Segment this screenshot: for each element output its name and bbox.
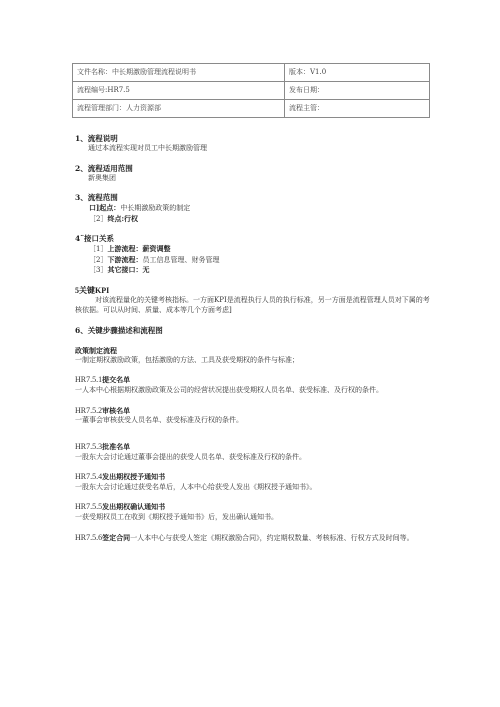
step-755-body: 一获受期权员工在收到《期权授予通知书》后，发出确认通知书。 — [75, 513, 278, 522]
step-policy — [75, 346, 435, 365]
section-2-body: 新奥集团 — [88, 173, 116, 182]
step-policy-title: 政策制定流程 — [75, 346, 117, 356]
process-owner-cell: 流程主管： — [285, 100, 430, 118]
step-754-body: 一股东大会讨论通过获受名单后，人本中心给获受人发出《期权授予通知书》。 — [75, 482, 317, 491]
section-2-title: 2、流程适用范围 — [75, 163, 133, 173]
document-header-table — [72, 63, 430, 118]
step-755-code: HR7.5.5 — [75, 502, 103, 512]
section-5-body: 对该流程量化的关键考核指标。一方面KPI是流程执行人员的执行标准，另一方面是流程管理人员对下属的考核依据。可以从时间、质量、成本等几个方面考虑] — [75, 296, 430, 315]
header-row-1 — [73, 64, 430, 82]
section-4-upstream — [75, 244, 435, 254]
step-752-body: 一董事会审核获受人员名单、获受标准及行权的条件。 — [75, 416, 243, 425]
start-value: 中长期激励政策的制定 — [120, 204, 191, 213]
downstream-value: 员工信息管理、财务管理 — [142, 255, 220, 264]
step-751-code: HR7.5.1 — [75, 374, 103, 384]
process-code-cell: 流程编号:HR7.5 — [73, 82, 285, 100]
step-754-title: 发出期权授予通知书 — [102, 472, 166, 482]
step-policy-body: 一制定期权激励政策，包括激励的方法、工具及获受期权的条件与标准； — [75, 355, 299, 364]
step-756-title: 签定合同 — [102, 533, 131, 543]
section-5-title: 5关键KPI — [75, 285, 110, 295]
section-4-other — [75, 265, 435, 275]
section-3-title: 3、流程范围 — [75, 193, 118, 203]
step-752 — [75, 406, 435, 426]
step-751-title: 提交名单 — [102, 374, 131, 384]
release-date-cell: 发布日期： — [285, 82, 430, 100]
step-756-body: 一人本中心与获受人签定《期权激励合同》，约定期权数量、考核标准、行权方式及时间等。 — [130, 534, 414, 543]
step-755-title: 发出期权确认通知书 — [102, 502, 166, 512]
step-753-code: HR7.5.3 — [75, 441, 103, 451]
other-prefix: ［3］ — [89, 266, 108, 275]
section-1-title: 1、流程说明 — [75, 134, 118, 143]
step-751-body: 一人本中心根据期权激励政策及公司的经营状况提出获受期权人员名单、获受标准、及行权的条件。 — [75, 385, 383, 394]
section-6-title: 6、关键步骤描述和流程图 — [75, 325, 163, 335]
start-label: ]起点： — [96, 203, 121, 213]
step-754-code: HR7.5.4 — [75, 472, 103, 482]
upstream-prefix: ［1］ — [89, 245, 108, 254]
step-756 — [75, 532, 435, 544]
section-3-end — [75, 214, 435, 224]
step-752-code: HR7.5.2 — [75, 405, 103, 415]
header-row-3 — [73, 100, 430, 118]
section-4-downstream — [75, 255, 435, 265]
end-label: 终点:行权 — [107, 213, 139, 223]
step-752-title: 审核名单 — [102, 405, 131, 415]
step-753 — [75, 442, 435, 462]
upstream-value: 薪资调整 — [142, 244, 171, 254]
version-cell: 版本：V1.0 — [285, 64, 430, 82]
step-753-title: 批准名单 — [102, 441, 131, 451]
step-755 — [75, 502, 435, 522]
section-4-title: 4¨接口关系 — [75, 234, 114, 244]
process-dept-cell: 流程管理部门：人力资源部 — [73, 100, 285, 118]
step-756-code: HR7.5.6 — [75, 533, 103, 543]
section-3-start — [75, 203, 435, 213]
upstream-label: 上游流程： — [107, 244, 143, 254]
step-753-body: 一股东大会讨论通过董事会提出的获受人员名单、获受标准及行权的条件。 — [75, 452, 306, 461]
section-1-body: 通过本流程实现对员工中长期激励管理 — [88, 144, 207, 153]
downstream-prefix: ［2］ — [89, 255, 108, 264]
downstream-label: 下游流程： — [107, 254, 143, 264]
step-754 — [75, 472, 435, 492]
header-row-2 — [73, 82, 430, 100]
start-box: 口 — [89, 203, 96, 213]
end-prefix: ［2］ — [89, 214, 108, 223]
other-label: 其它接口：无 — [107, 265, 150, 275]
step-751 — [75, 375, 435, 396]
document-body — [75, 134, 435, 544]
file-name-cell: 文件名称：中长期激励管理流程说明书 — [73, 64, 285, 82]
